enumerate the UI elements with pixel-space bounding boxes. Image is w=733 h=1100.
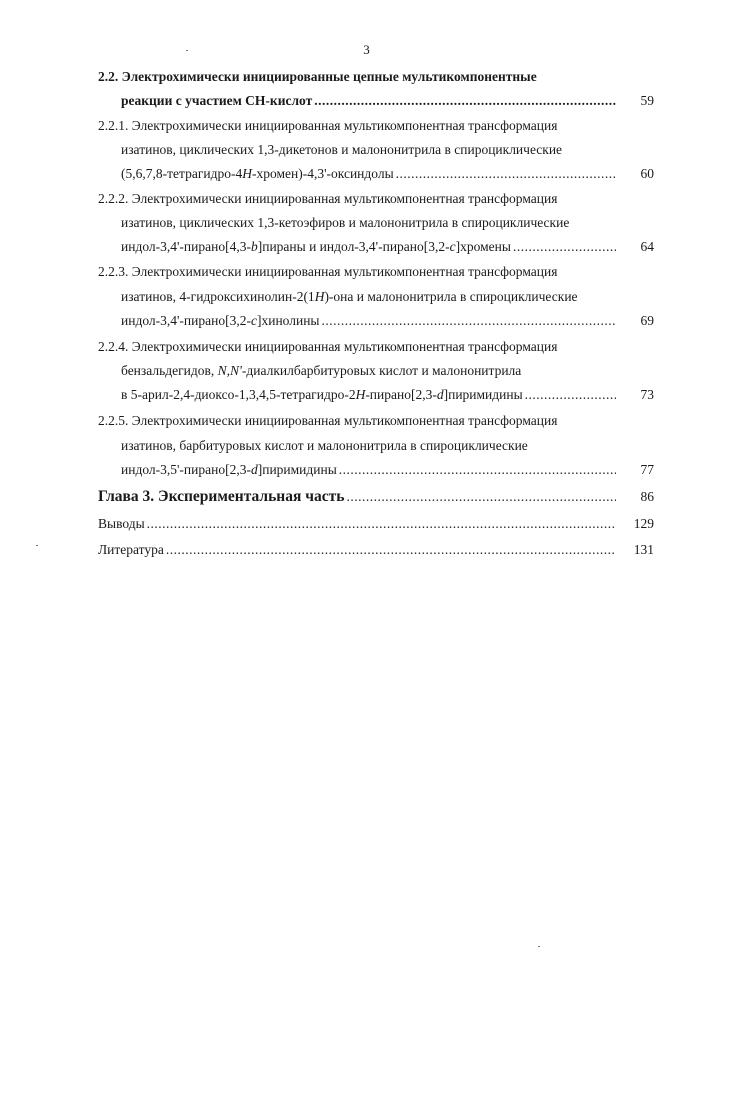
toc-2-2-4-entry [121,386,654,404]
toc-2-2-3-entry [121,312,654,330]
scan-speck [538,946,540,947]
toc-2-2-3-line1: 2.2.3. Электрохимически инициированная мультикомпонентная трансформация [98,264,558,279]
toc-2-2-4-line1: 2.2.4. Электрохимически инициированная мультикомпонентная трансформация [98,339,558,354]
leader-dots [525,386,616,404]
toc-references-entry [98,541,654,559]
toc-2-2-5-page: 77 [640,462,654,477]
toc-2-2-1-entry [121,165,654,183]
toc-2-2-2-line1: 2.2.2. Электрохимически инициированная мультикомпонентная трансформация [98,191,558,206]
toc-2-2-entry [121,92,654,110]
toc-2-2-line2: реакции с участием CH-кислот [121,93,313,108]
toc-chapter-3-entry [98,488,654,506]
toc-2-2-5-line2: изатинов, барбитуровых кислот и малононитрила в спироциклические [121,438,528,453]
page-number: 3 [363,42,370,57]
toc-2-2-3-line3: индол-3,4'-пирано[3,2-c]хинолины [121,313,320,328]
toc-2-2-5-entry [121,461,654,479]
toc-2-2-5-line3: индол-3,5'-пирано[2,3-d]пиримидины [121,462,337,477]
toc-2-2-line1: 2.2. Электрохимически инициированные цепные мультикомпонентные [98,69,537,84]
toc-2-2-5-line1: 2.2.5. Электрохимически инициированная мультикомпонентная трансформация [98,413,558,428]
toc-2-2-1-page: 60 [640,166,654,181]
toc-2-2-2-line3: индол-3,4'-пирано[4,3-b]пираны и индол-3,4'-пирано[3,2-c]хромены [121,239,511,254]
toc-references-title: Литература [98,542,164,557]
toc-2-2-1-line3: (5,6,7,8-тетрагидро-4H-хромен)-4,3'-оксиндолы [121,166,394,181]
toc-2-2-page: 59 [640,93,654,108]
toc-chapter-3-title: Глава 3. Экспериментальная часть [98,488,345,505]
toc-2-2-3-page: 69 [640,313,654,328]
toc-references-page: 131 [633,542,654,557]
scan-speck [36,545,38,546]
toc-2-2-1-line2: изатинов, циклических 1,3-дикетонов и малононитрила в спироциклические [121,142,563,157]
leader-dots [346,488,616,506]
leader-dots [314,92,616,110]
leader-dots [147,515,616,533]
toc-chapter-3-page: 86 [640,489,654,504]
toc-2-2-2-entry [121,238,654,256]
leader-dots [322,312,617,330]
toc-2-2-2-page: 64 [640,239,654,254]
leader-dots [396,165,616,183]
toc-2-2-1-line1: 2.2.1. Электрохимически инициированная мультикомпонентная трансформация [98,118,558,133]
leader-dots [513,238,616,256]
toc-conclusions-title: Выводы [98,516,145,531]
toc-conclusions-entry [98,515,654,533]
leader-dots [339,461,616,479]
toc-conclusions-page: 129 [633,516,654,531]
toc-2-2-4-line2: бензальдегидов, N,N'-диалкилбарбитуровых кислот и малононитрила [121,363,522,378]
toc-2-2-4-page: 73 [640,387,654,402]
toc-2-2-4-line3: в 5-арил-2,4-диоксо-1,3,4,5-тетрагидро-2H-пирано[2,3-d]пиримидины [121,387,523,402]
toc-2-2-3-line2: изатинов, 4-гидроксихинолин-2(1H)-она и малононитрила в спироциклические [121,289,578,304]
scan-speck [186,50,188,51]
leader-dots [166,541,616,559]
toc-2-2-2-line2: изатинов, циклических 1,3-кетоэфиров и малононитрила в спироциклические [121,215,570,230]
